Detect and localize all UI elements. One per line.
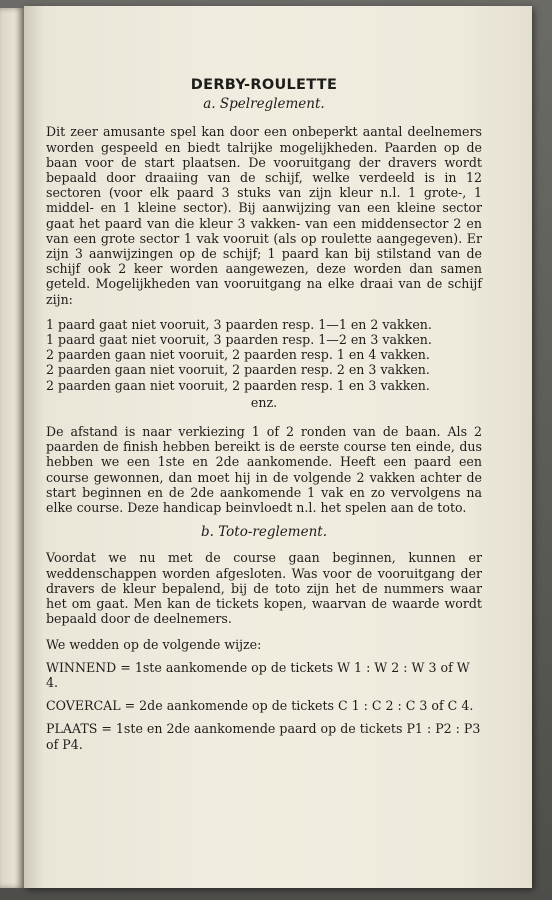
paragraph-rules: Dit zeer amusante spel kan door een onbeperkt aantal deelnemers worden gespeeld en biedt talrijke mogelijkheden. Paarden op de baan voor de start plaatsen. De vooruitgang der dravers wordt bepaald door draaiing van de schijf, welke verdeeld is in 12 sectoren (voor elk paard 3 stuks van zijn kleur n.l. 1 grote-, 1 middel- en 1 kleine sector). Bij aanwijzing van een kleine sector gaat het paard van die kleur 3 vakken- van een middensector 2 en van een grote sector 1 vak vooruit (als op roulette aangegeven). Er zijn 3 aanwijzingen op de schijf; 1 paard kan bij stilstand van de schijf ook 2 keer worden aangewezen, deze worden dan samen geteld. Mogelijkheden van vooruitgang na elke draai van de schijf zijn: [46, 124, 482, 307]
bet-covercal: COVERCAL = 2de aankomende op de tickets C 1 : C 2 : C 3 of C 4. [46, 698, 474, 714]
section-b-title: b. Toto-reglement. [200, 524, 327, 541]
paragraph-distance: De afstand is naar verkiezing 1 of 2 ronden van de baan. Als 2 paarden de finish hebben bereikt is de eerste course ten einde, dus hebben we een 1ste en 2de aankomende. Heeft een paard een course gewonnen, dan moet hij in de volgende 2 vakken achter de start beginnen en de 2de aankomende 1 vak en zo vervolgens na elke course. Deze handicap beinvloedt n.l. het spelen aan de toto. [46, 424, 482, 516]
list-item: 1 paard gaat niet vooruit, 3 paarden resp. 1—2 en 3 vakken. [46, 332, 432, 348]
paragraph-toto: Voordat we nu met de course gaan beginnen, kunnen er weddenschappen worden afgesloten. Was voor de vooruitgang der dravers de kleur bepalend, bij de toto zijn het de nummers waar het om gaat. Men kan de tickets kopen, waarvan de waarde wordt bepaald door de deelnemers. [46, 550, 482, 627]
list-item: 2 paarden gaan niet vooruit, 2 paarden resp. 1 en 4 vakken. [46, 347, 430, 363]
page-text [46, 78, 482, 760]
list-etc: enz. [250, 394, 278, 410]
progress-list [46, 317, 482, 393]
list-item: 1 paard gaat niet vooruit, 3 paarden resp. 1—1 en 2 vakken. [46, 316, 432, 332]
list-item: 2 paarden gaan niet vooruit, 2 paarden resp. 1 en 3 vakken. [46, 377, 430, 393]
bets-intro: We wedden op de volgende wijze: [46, 636, 262, 652]
list-item: 2 paarden gaan niet vooruit, 2 paarden resp. 2 en 3 vakken. [46, 362, 430, 378]
left-page-edge [0, 8, 24, 888]
bet-plaats: PLAATS = 1ste en 2de aankomende paard op de tickets P1 : P2 : P3 of P4. [46, 721, 481, 752]
bet-winnend: WINNEND = 1ste aankomende op de tickets W 1 : W 2 : W 3 of W 4. [46, 659, 470, 690]
section-a-title: a. Spelreglement. [203, 96, 325, 113]
document-title: DERBY-ROULETTE [190, 77, 338, 93]
